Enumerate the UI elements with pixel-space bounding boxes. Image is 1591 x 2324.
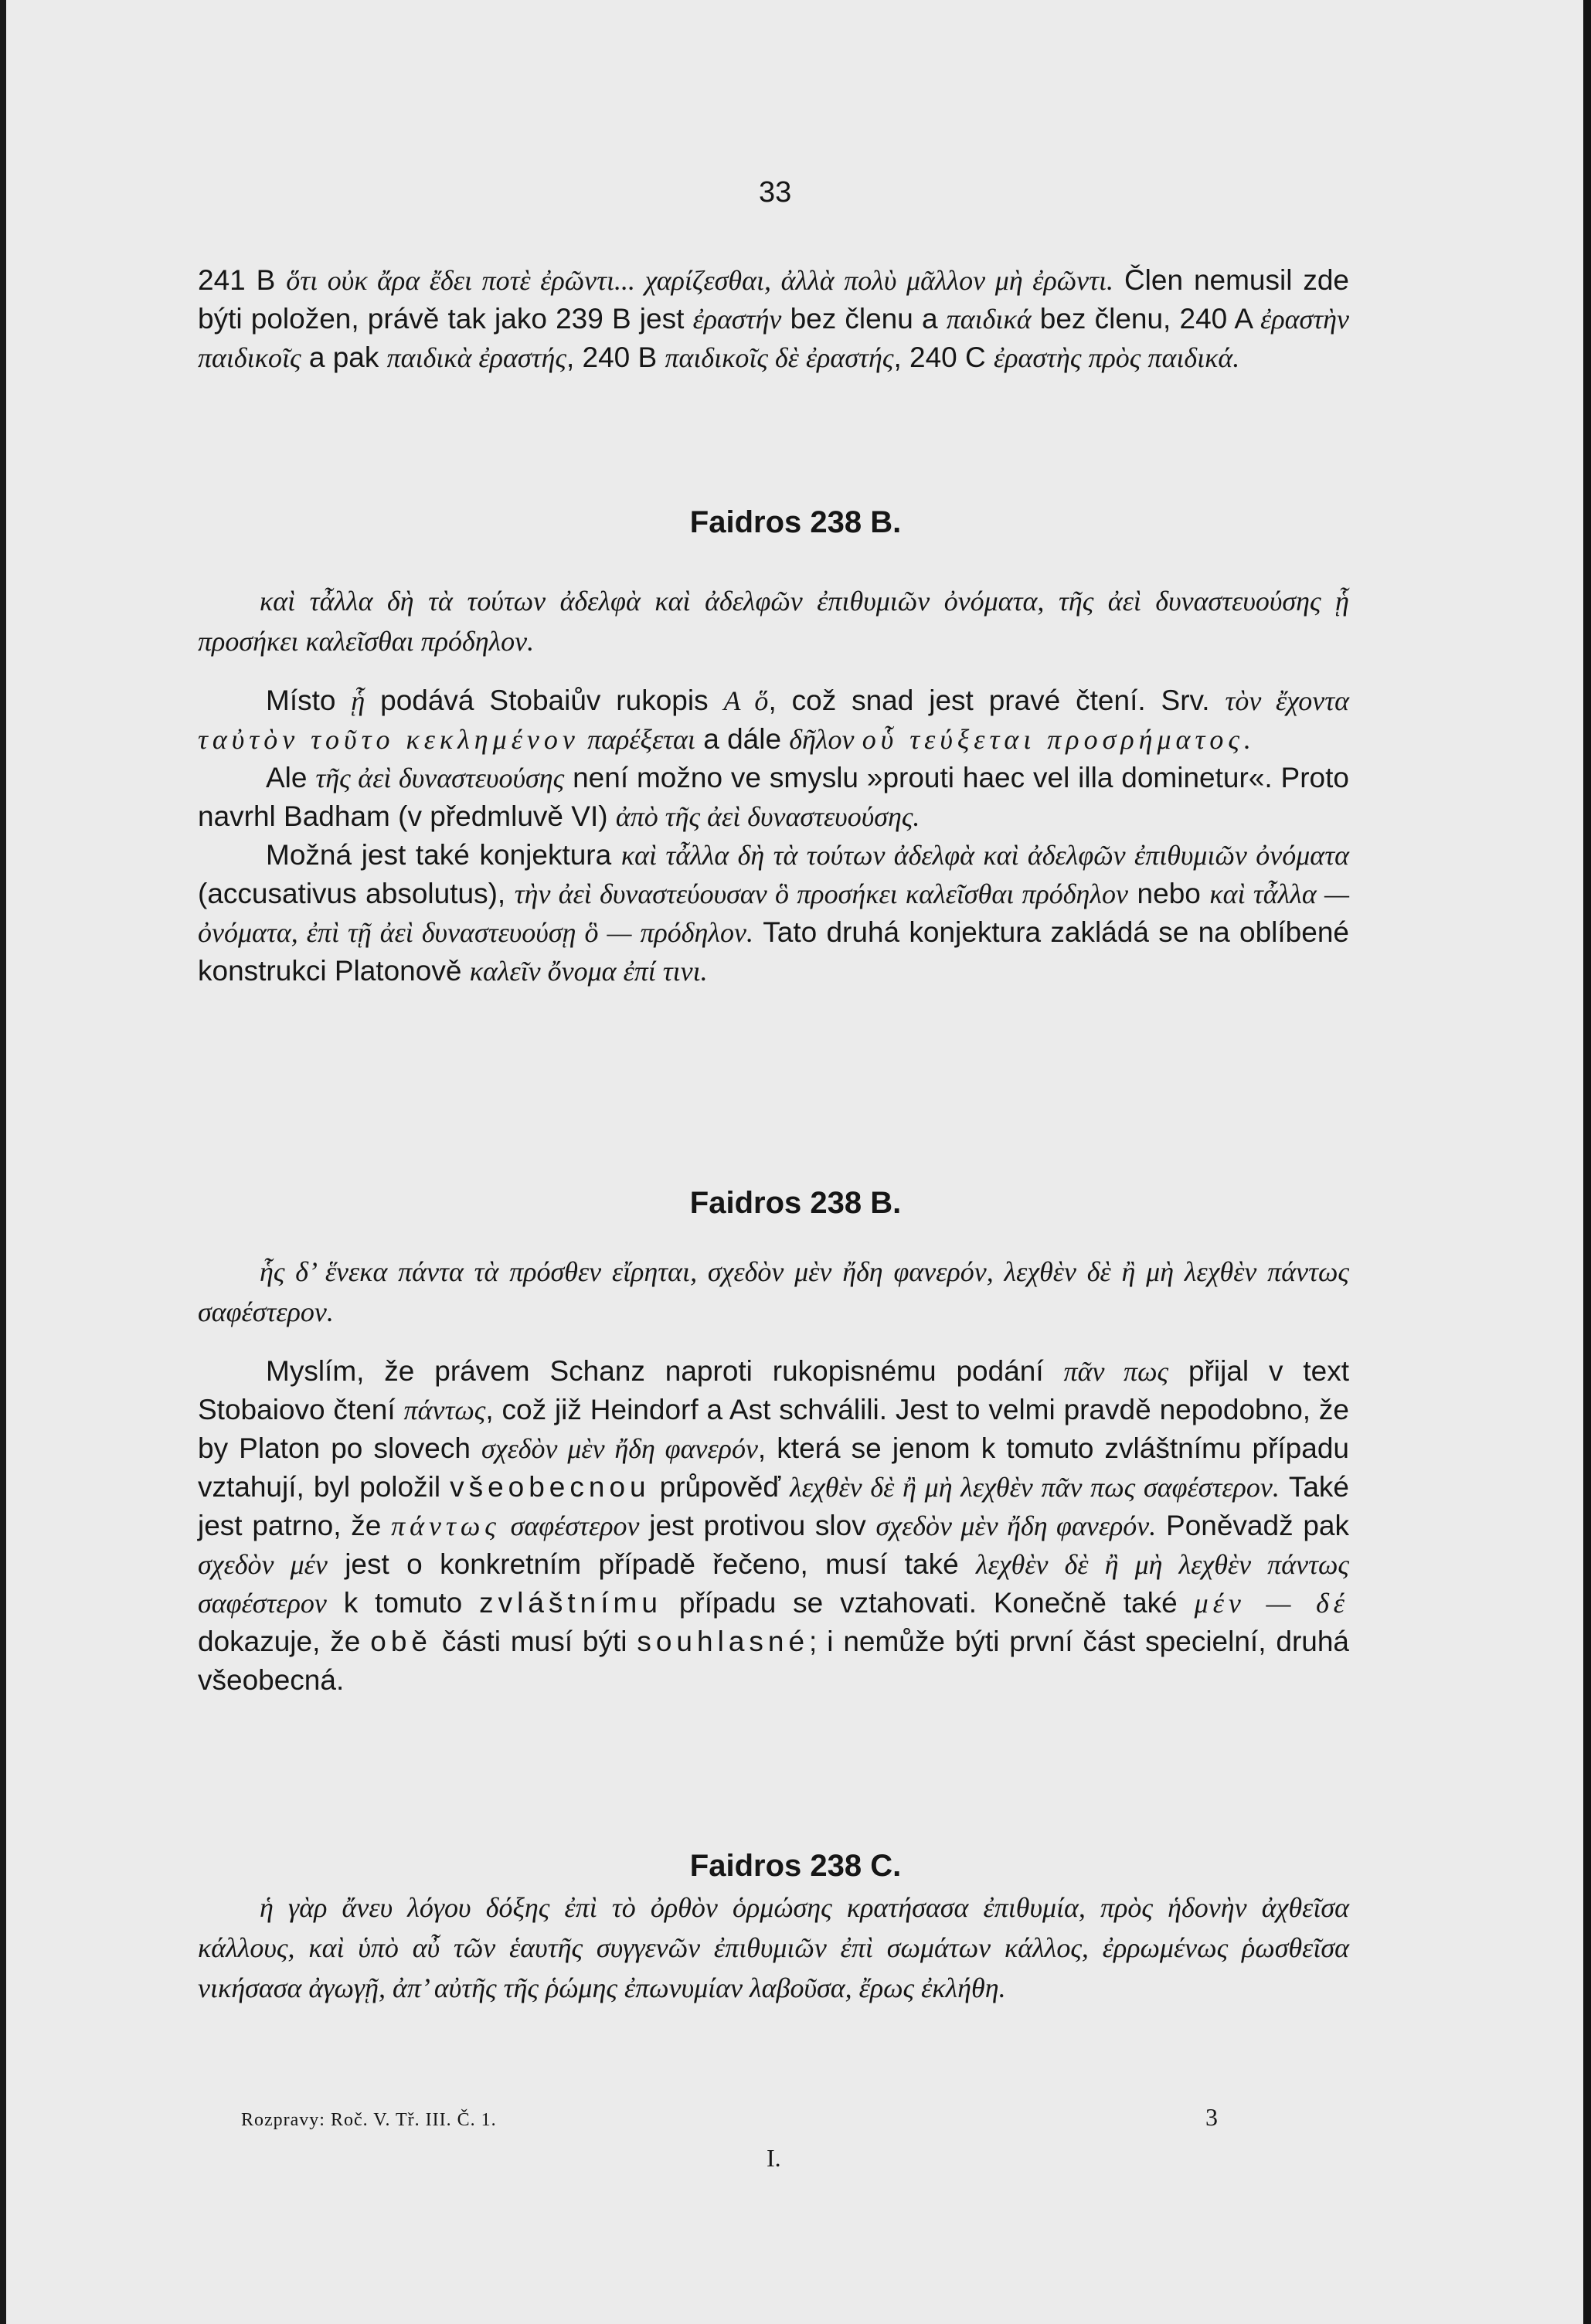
text-run: , 240 B — [566, 341, 665, 373]
greek-citation: τῆς ἀεὶ δυναστευούσης — [315, 763, 565, 793]
greek-citation-spaced: πάντως — [391, 1510, 501, 1541]
page-number: 33 — [759, 176, 792, 209]
text-run: jest o konkretním případě řečeno, musí také — [327, 1548, 977, 1580]
text-run: Možná jest také konjektura — [266, 839, 621, 871]
text-run: Poněvadž pak — [1156, 1510, 1349, 1541]
spaced-emphasis: zvláštnímu — [479, 1587, 662, 1619]
spaced-emphasis: souhlasné — [637, 1626, 810, 1657]
text-run: průpověď — [650, 1471, 790, 1503]
text-run: bez členu a — [781, 303, 947, 335]
text-run: případu se vztahovati. Konečně také — [661, 1587, 1195, 1619]
greek-citation: σχεδὸν μέν — [198, 1549, 328, 1580]
text-run: Tato druhá konjektura zakládá se na oblíbené konstrukci Platonově — [198, 916, 1349, 987]
greek-citation: δῆλον — [789, 724, 855, 755]
greek-citation: καὶ τἆλλα — ὀνόματα, ἐπὶ τῇ ἀεὶ δυναστευούσῃ ὃ — πρόδηλον. — [198, 878, 1349, 948]
text-run: , která se jenom k tomuto zvláštnímu případu vztahují, byl položil — [198, 1432, 1349, 1503]
text-run: podává Stobaiův rukopis — [365, 685, 724, 716]
signature-mark: I. — [767, 2144, 781, 2172]
greek-citation-spaced: ταὐτὸν τοῦτο κεκλημένον — [198, 724, 580, 755]
greek-citation: λεχθὲν δὲ ἢ μὴ λεχθὲν πᾶν πως σαφέστερον. — [790, 1472, 1280, 1503]
section-heading: Faidros 238 B. — [689, 1186, 902, 1220]
text-run: , 240 C — [893, 341, 994, 373]
commentary-paragraph — [198, 836, 1349, 990]
intro-paragraph — [198, 261, 1349, 377]
journal-reference: Rozpravy: Roč. V. Tř. III. Č. 1. — [241, 2110, 497, 2130]
greek-citation: πᾶν πως — [1063, 1356, 1169, 1387]
text-run: nebo — [1127, 878, 1210, 909]
scan-edge-right — [1583, 0, 1591, 2324]
greek-citation: σχεδὸν μὲν ἤδη φανερόν. — [875, 1510, 1157, 1541]
greek-citation-spaced: οὗ τεύξεται προσρήματος. — [862, 724, 1256, 755]
text-run: části musí býti — [431, 1626, 637, 1657]
greek-citation: παιδικοῖς δὲ ἐραστής — [665, 342, 894, 373]
text-run: k tomuto — [326, 1587, 480, 1619]
greek-citation: λεχθὲν δὲ ἢ μὴ λεχθὲν πάντως σαφέστερον — [198, 1549, 1349, 1619]
greek-citation: ᾗ — [351, 685, 365, 716]
sheet-number: 3 — [1205, 2103, 1218, 2131]
commentary-paragraph — [198, 759, 1349, 836]
greek-citation: παιδικά — [946, 304, 1032, 335]
section-1-body — [198, 581, 1349, 990]
spaced-emphasis: obě — [370, 1626, 432, 1657]
commentary-paragraph — [198, 1352, 1349, 1700]
text-run: Také jest patrno, že — [198, 1471, 1350, 1541]
section-heading: Faidros 238 C. — [689, 1849, 902, 1883]
text-run: 241 B — [198, 264, 287, 296]
greek-citation: πάντως — [403, 1395, 486, 1425]
greek-quote: ἧς δ’ ἕνεκα πάντα τὰ πρόσθεν εἴρηται, σχεδὸν μὲν ἤδη φανερόν, λεχθὲν δὲ ἢ μὴ λεχθὲν πάντως σαφέστερον. — [198, 1256, 1349, 1327]
scan-edge-left — [0, 0, 6, 2324]
intro-paragraph-block — [198, 261, 1349, 377]
greek-citation: τὸν ἔχοντα — [1225, 685, 1349, 716]
greek-citation: ἐραστὴς πρὸς παιδικά. — [994, 342, 1240, 373]
spaced-emphasis: všeobecnou — [450, 1471, 651, 1503]
text-run: není možno ve smyslu »prouti haec vel illa dominetur«. Proto navrhl Badham (v předmluvě VI) — [198, 762, 1349, 832]
text-run: bez členu, 240 A — [1031, 303, 1261, 335]
greek-citation: A ὅ — [723, 685, 769, 716]
text-run: Myslím, že právem Schanz naproti rukopisnému podání — [266, 1355, 1064, 1387]
greek-quote: ἡ γὰρ ἄνευ λόγου δόξης ἐπὶ τὸ ὀρθὸν ὁρμώσης κρατήσασα ἐπιθυμία, πρὸς ἡδονὴν ἀχθεῖσα κάλλους, καὶ ὑπὸ αὖ τῶν ἑαυτῆς συγγενῶν ἐπιθυμιῶν ἐπὶ σωμάτων κάλλος, ἐρρωμένως ῥωσθεῖσα νικήσασα ἀγωγῇ, ἀπ’ αὐτῆς τῆς ῥώμης ἐπωνυμίαν λαβοῦσα, ἔρως ἐκλήθη. — [198, 1892, 1349, 2003]
text-run: dokazuje, že — [198, 1626, 371, 1657]
greek-citation: καὶ τἆλλα δὴ τὰ τούτων ἀδελφὰ καὶ ἀδελφῶν ἐπιθυμιῶν ὀνόματα — [620, 840, 1349, 871]
text-run: , což snad jest pravé čtení. Srv. — [768, 685, 1226, 716]
greek-citation: καλεῖν ὄνομα ἐπί τινι. — [469, 956, 708, 987]
greek-citation: παιδικὰ ἐραστής — [386, 342, 566, 373]
greek-citation: παρέξεται — [587, 724, 695, 755]
text-run: Ale — [266, 762, 316, 793]
text-run: , což již Heindorf a Ast schválili. Jest to velmi pravdě nepodobno, že by Platon po slovech — [198, 1394, 1350, 1464]
greek-citation: τὴν ἀεὶ δυναστεύουσαν ὃ προσήκει καλεῖσθαι πρόδηλον — [514, 878, 1128, 909]
section-3-body — [198, 1887, 1349, 2008]
greek-citation: σαφέστερον — [510, 1510, 640, 1541]
commentary-paragraph — [198, 681, 1349, 759]
greek-citation: ἐραστὴν παιδικοῖς — [198, 304, 1349, 373]
greek-citation: σχεδὸν μὲν ἤδη φανερόν — [481, 1433, 758, 1464]
greek-quote: καὶ τἆλλα δὴ τὰ τούτων ἀδελφὰ καὶ ἀδελφῶν ἐπιθυμιῶν ὀνόματα, τῆς ἀεὶ δυναστευούσης ᾗ προσήκει καλεῖσθαι πρόδηλον. — [198, 586, 1349, 657]
text-run: Místo — [266, 685, 352, 716]
text-run: a dále — [695, 723, 790, 755]
greek-citation: ἐραστήν — [692, 304, 782, 335]
text-run: (accusativus absolutus), — [198, 878, 515, 909]
text-run: jest protivou slov — [639, 1510, 876, 1541]
section-2-body — [198, 1252, 1349, 1700]
text-run: a pak — [301, 341, 387, 373]
greek-citation-spaced: μέν — δέ — [1194, 1588, 1349, 1619]
greek-citation: ἀπὸ τῆς ἀεὶ δυναστευούσης. — [615, 801, 920, 832]
spacer — [198, 661, 1349, 681]
greek-citation: ὅτι οὐκ ἄρα ἔδει ποτὲ ἐρῶντι... χαρίζεσθαι, ἀλλὰ πολὺ μᾶλλον μὴ ἐρῶντι. — [286, 265, 1114, 296]
text-run: Člen nemusil zde býti položen, právě tak jako 239 B jest — [198, 264, 1349, 335]
text-run: přijal v text Stobaiovo čtení — [198, 1355, 1350, 1425]
text-run: ; i nemůže býti první část specielní, druhá všeobecná. — [198, 1626, 1350, 1696]
section-heading: Faidros 238 B. — [689, 505, 902, 539]
spacer — [198, 1332, 1349, 1352]
